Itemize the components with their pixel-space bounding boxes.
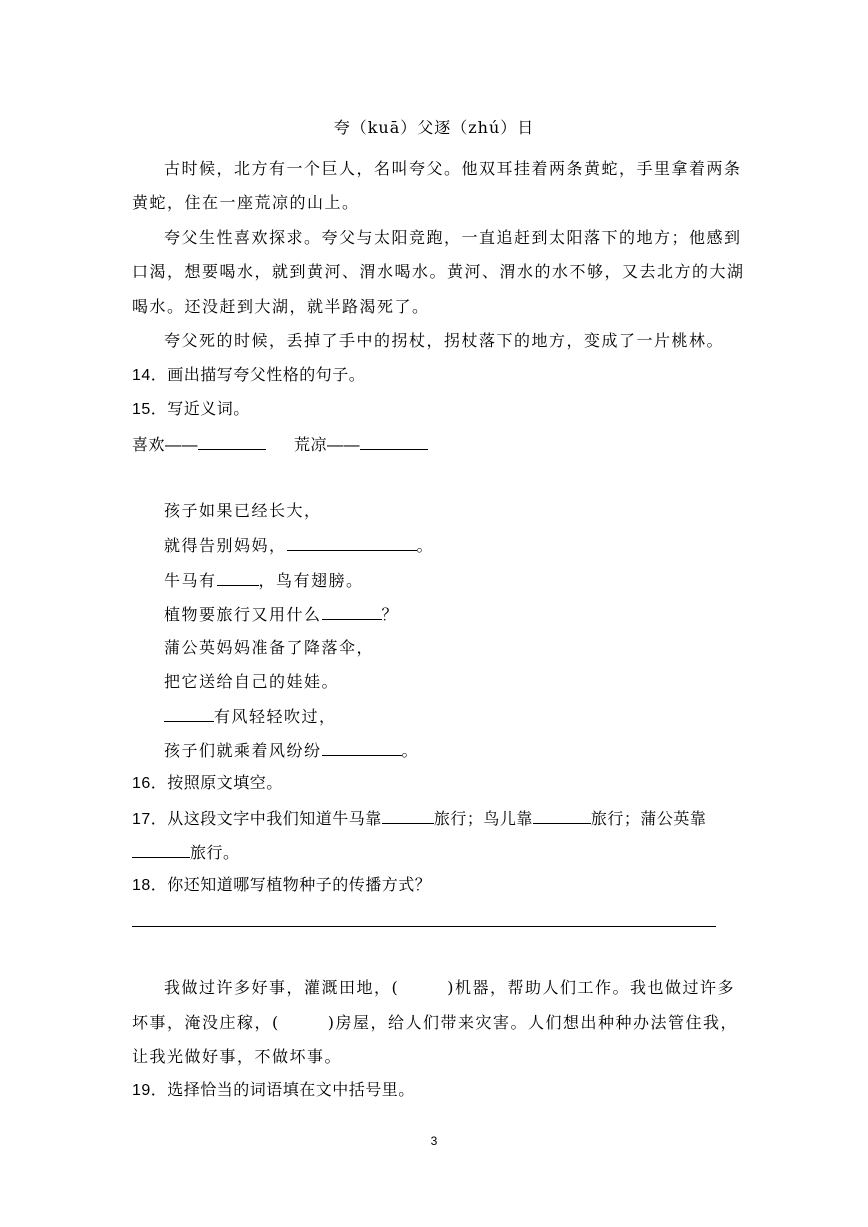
synonym-label-1: 喜欢—— (132, 437, 199, 454)
question-15: 15．写近义词。 (132, 401, 250, 418)
passage1-line-4: 口渴，想要喝水，就到黄河、渭水喝水。黄河、渭水的水不够，又去北方的大湖 (132, 262, 745, 281)
poem-line-7 (164, 706, 337, 727)
passage1-line-1: 古时候，北方有一个巨人，名叫夸父。他双耳挂着两条黄蛇，手里拿着两条 (164, 159, 742, 178)
poem-blank-4[interactable] (164, 706, 214, 722)
poem-line-5: 蒲公英妈妈准备了降落伞， (164, 638, 375, 657)
poem-line-1: 孩子如果已经长大， (164, 501, 322, 520)
q17-blank-1[interactable] (382, 808, 434, 824)
poem-text: 植物要旅行又用什么 (164, 605, 322, 624)
passage1-line-5: 喝水。还没赶到大湖，就半路渴死了。 (132, 297, 430, 316)
q17-blank-2[interactable] (533, 808, 591, 824)
poem-text: 就得告别妈妈， (164, 536, 287, 555)
poem-text: ，鸟有翅膀。 (258, 571, 364, 590)
passage3-text: )机器，帮助人们工作。我也做过许多 (447, 978, 735, 997)
question-14: 14．画出描写夸父性格的句子。 (132, 367, 366, 384)
poem-text: 。 (401, 741, 420, 760)
poem-text: ？ (381, 605, 400, 624)
poem-text: 。 (416, 536, 435, 555)
synonym-label-2: 荒凉—— (294, 437, 361, 454)
poem-text: 牛马有 (164, 571, 217, 590)
poem-line-2 (164, 535, 434, 556)
passage-title: 夸（kuā）父逐（zhú）日 (333, 118, 535, 137)
poem-blank-1[interactable] (287, 535, 417, 551)
poem-blank-5[interactable] (322, 740, 402, 756)
passage3-line-2 (132, 1013, 738, 1033)
passage3-text: 坏事，淹没庄稼，( (132, 1013, 280, 1032)
passage3-line-3: 让我光做好事，不做坏事。 (132, 1047, 343, 1066)
question-17-text: 旅行。 (190, 845, 240, 862)
poem-blank-2[interactable] (217, 570, 259, 586)
passage3-line-1 (164, 978, 735, 998)
passage3-text: )房屋，给人们带来灾害。人们想出种种办法管住我， (327, 1013, 738, 1032)
passage1-line-3: 夸父生性喜欢探求。夸父与太阳竞跑，一直追赶到太阳落下的地方；他感到 (164, 228, 742, 247)
synonym-blank-2[interactable] (360, 434, 428, 450)
question-19: 19．选择恰当的词语填在文中括号里。 (132, 1082, 415, 1099)
question-18: 18．你还知道哪写植物种子的传播方式？ (132, 877, 432, 894)
q17-blank-3[interactable] (132, 842, 190, 858)
poem-blank-3[interactable] (322, 604, 382, 620)
question-16: 16．按照原文填空。 (132, 775, 283, 792)
passage1-line-6: 夸父死的时候，丢掉了手中的拐杖，拐杖落下的地方，变成了一片桃林。 (164, 331, 725, 350)
question-17-text: 旅行；鸟儿靠 (433, 811, 533, 828)
synonym-blank-1[interactable] (198, 434, 266, 450)
poem-line-6: 把它送给自己的娃娃。 (164, 672, 340, 691)
poem-line-3 (164, 570, 364, 591)
question-17-cont (132, 842, 240, 864)
answer-line-18[interactable] (132, 926, 716, 927)
question-17 (132, 808, 706, 830)
poem-line-8 (164, 740, 419, 761)
question-17-text: 旅行；蒲公英靠 (590, 811, 707, 828)
poem-text: 孩子们就乘着风纷纷 (164, 741, 322, 760)
page-number: 3 (430, 1134, 438, 1148)
poem-line-4 (164, 604, 399, 625)
passage3-text: 我做过许多好事，灌溉田地，( (164, 978, 400, 997)
passage1-line-2: 黄蛇，住在一座荒凉的山上。 (132, 193, 360, 212)
poem-text: 有风轻轻吹过， (214, 707, 337, 726)
question-17-text: 17．从这段文字中我们知道牛马靠 (132, 811, 382, 828)
question-15-answers (132, 434, 428, 456)
